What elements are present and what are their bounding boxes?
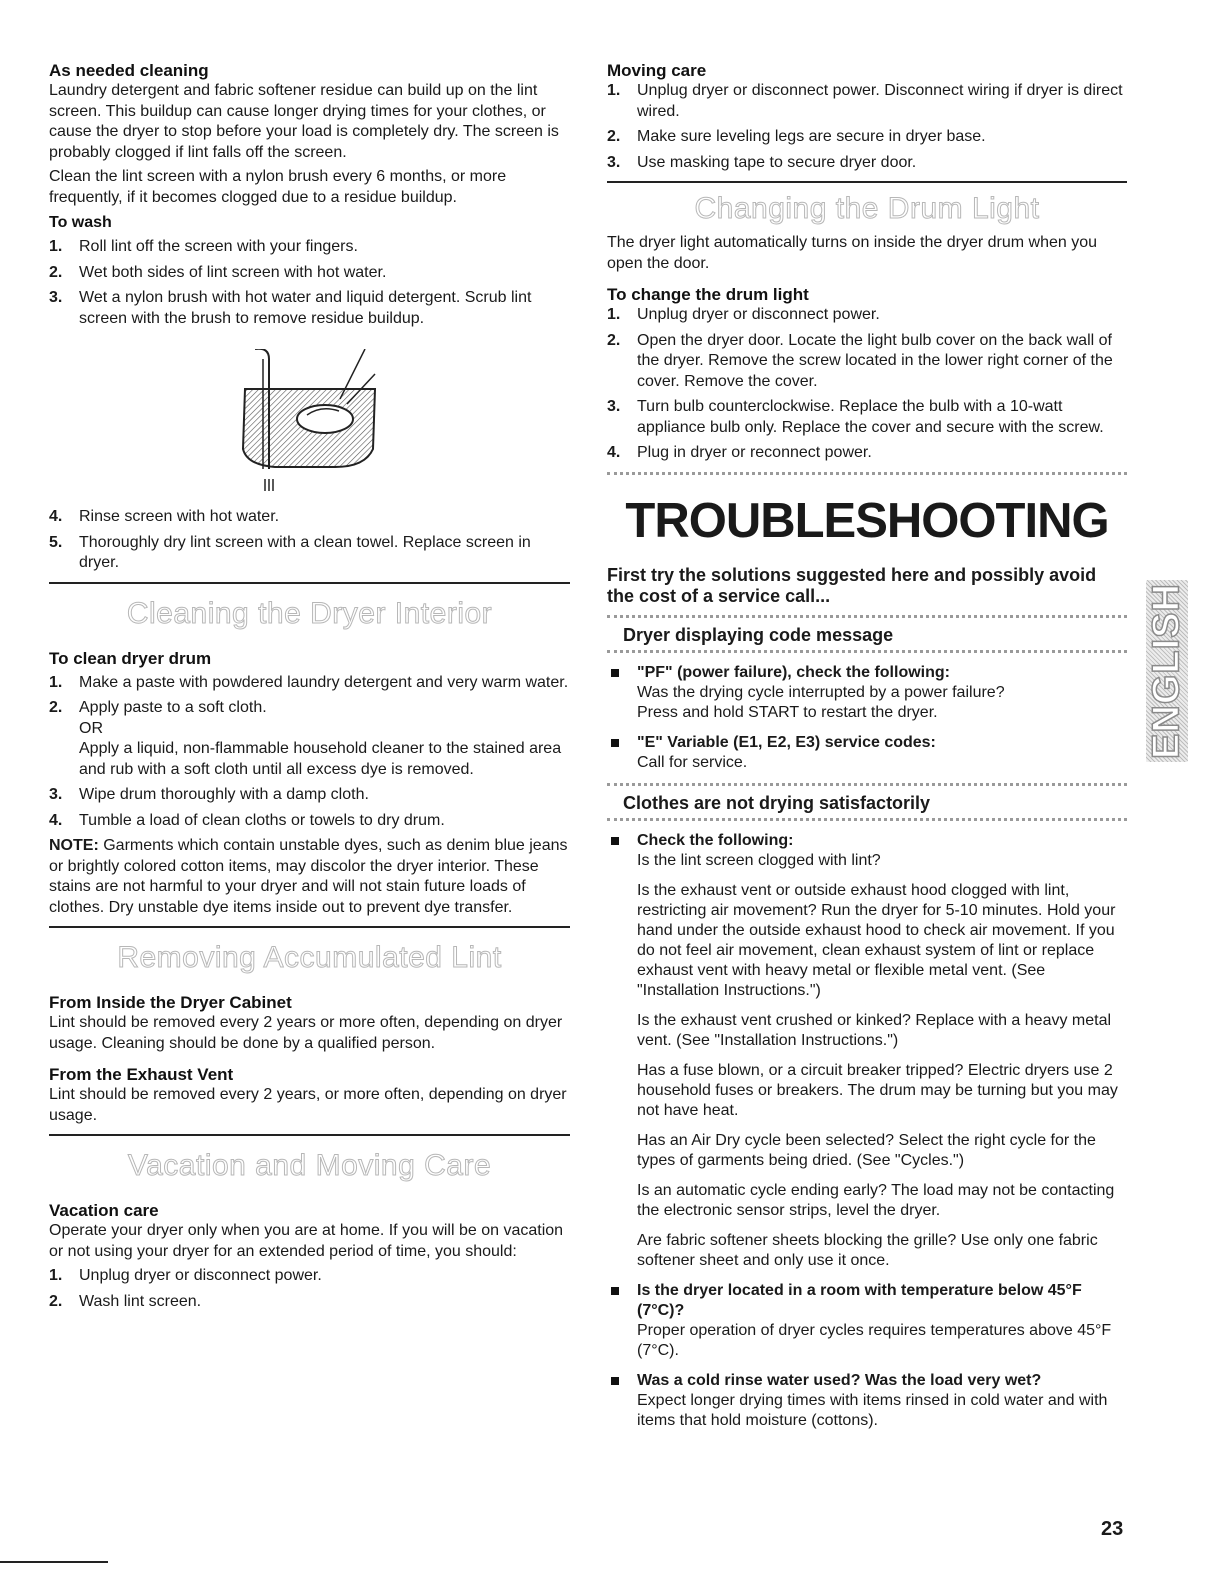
bullet-square-icon [611, 739, 619, 747]
wash-steps-list [49, 237, 570, 329]
bullet-square-icon [611, 1287, 619, 1295]
lint-screen-washing-illustration [225, 349, 395, 499]
list-item: 3. Use masking tape to secure dryer door. [607, 153, 917, 171]
to-wash-heading: To wash [49, 214, 112, 231]
list-item: 1. Unplug dryer or disconnect power. [607, 306, 880, 323]
section-title-drum-light: Changing the Drum Light [694, 192, 1040, 225]
clean-drum-heading: To clean dryer drum [49, 648, 212, 668]
list-item: 3. Turn bulb counterclockwise. Replace the bulb with a 10-watt appliance bulb only. Replace the cover and secure with the screw. [607, 398, 1104, 436]
language-side-tab [1146, 580, 1188, 762]
list-item: 2. Apply paste to a soft cloth. OR Apply a liquid, non-flammable household cleaner to the stained area and rub with a soft cloth until all excess dye is removed. [49, 699, 562, 778]
left-column [49, 60, 570, 1317]
cabinet-heading: From Inside the Dryer Cabinet [49, 993, 292, 1012]
bullet-square-icon [611, 837, 619, 845]
as-needed-heading: As needed cleaning [49, 61, 209, 80]
code-message-list [607, 663, 1127, 773]
list-item: 1. Make a paste with powdered laundry detergent and very warm water. [49, 673, 569, 691]
moving-steps [607, 81, 1127, 173]
language-tab-label: ENGLISH [1145, 583, 1188, 759]
page-number: 23 [1101, 1518, 1124, 1540]
as-needed-para-1: Laundry detergent and fabric softener residue can build up on the lint screen. This buildup can cause longer drying times for your clothes, or cause the dryer to stop before your load is completely dry. The screen is probably clogged if lint falls off the screen. [49, 82, 559, 161]
list-item: 2. Wet both sides of lint screen with hot water. [49, 263, 387, 281]
list-item: Was a cold rinse water used? Was the load very wet? Expect longer drying times with items rinsed in cold water and with items that hold moisture (cottons). [607, 1371, 1127, 1431]
drum-light-steps [607, 305, 1127, 464]
bullet-square-icon [611, 1377, 619, 1385]
list-item: 1. Roll lint off the screen with your fingers. [49, 238, 358, 255]
cabinet-text: Lint should be removed every 2 years or more often, depending on dryer usage. Cleaning should be done by a qualified person. [49, 1014, 563, 1052]
not-drying-list [607, 831, 1127, 1431]
code-message-band: Dryer displaying code message [607, 615, 1127, 653]
moving-care-heading: Moving care [607, 61, 707, 80]
list-item: Check the following: Is the lint screen clogged with lint? Is the exhaust vent or outside exhaust hood clogged with lint, restricting air movement? Run the dryer for 5-10 minutes. Hold your hand under the outside exhaust hood to check air movement. If you do not feel air movement, clean exhaust system of lint or replace exhaust vent with heavy metal or flexible metal vent. (See "Installation Instructions.") Is the exhaust vent crushed or kinked? Replace with a heavy metal vent. (See "Installation Instructions.") Has a fuse blown, or a circuit breaker tripped? Electric dryers use 2 household fuses or breakers. The drum may be turning but you may not have heat. Has an Air Dry cycle been selected? Select the right cycle for the types of garments being dried. (See "Cycles.") Is an automatic cycle ending early? The load may not be contacting the electronic sensor strips, level the dryer. Are fabric softener sheets blocking the grille? Use only one fabric softener sheet and only use it once. [607, 831, 1127, 1271]
bullet-square-icon [611, 669, 619, 677]
list-item: 5. Thoroughly dry lint screen with a clean towel. Replace screen in dryer. [49, 533, 531, 571]
list-item: "E" Variable (E1, E2, E3) service codes: Call for service. [607, 733, 1127, 773]
list-item: 4. Tumble a load of clean cloths or towels to dry drum. [49, 811, 445, 829]
list-item: 3. Wipe drum thoroughly with a damp cloth. [49, 786, 369, 803]
list-item: 1. Unplug dryer or disconnect power. Disconnect wiring if dryer is direct wired. [607, 82, 1123, 120]
list-item: 1. Unplug dryer or disconnect power. [49, 1267, 322, 1284]
section-title-vacation-moving: Vacation and Moving Care [127, 1149, 492, 1182]
list-item: "PF" (power failure), check the following: Was the drying cycle interrupted by a power failure? Press and hold START to restart the dryer. [607, 663, 1127, 723]
exhaust-heading: From the Exhaust Vent [49, 1065, 234, 1084]
not-drying-band: Clothes are not drying satisfactorily [607, 783, 1127, 821]
exhaust-text: Lint should be removed every 2 years, or more often, depending on dryer usage. [49, 1086, 567, 1124]
list-item: 2. Make sure leveling legs are secure in dryer base. [607, 128, 986, 145]
vacation-heading: Vacation care [49, 1201, 159, 1220]
footer-rule [0, 1561, 108, 1563]
troubleshooting-lead: First try the solutions suggested here and possibly avoid the cost of a service call... [607, 564, 1097, 606]
vacation-text: Operate your dryer only when you are at home. If you will be on vacation or not using your dryer for an extended period of time, you should: [49, 1222, 564, 1260]
clean-drum-steps [49, 673, 570, 832]
list-item: 3. Wet a nylon brush with hot water and liquid detergent. Scrub lint screen with the brush to remove residue buildup. [49, 289, 532, 327]
as-needed-para-2: Clean the lint screen with a nylon brush every 6 months, or more frequently, if it becomes clogged due to a residue buildup. [49, 168, 507, 206]
wash-steps-list-continued [49, 507, 570, 574]
section-title-dryer-interior: Cleaning the Dryer Interior [126, 596, 493, 630]
right-column [607, 60, 1127, 1441]
dotted-divider [607, 472, 1127, 479]
list-item: Is the dryer located in a room with temperature below 45°F (7°C)? Proper operation of dryer cycles requires temperatures above 45°F (7°C). [607, 1281, 1127, 1361]
drum-light-intro: The dryer light automatically turns on inside the dryer drum when you open the door. [607, 234, 1098, 272]
dye-note: NOTE: Garments which contain unstable dyes, such as denim blue jeans or brightly colored cotton items, may discolor the dryer interior. These stains are not harmful to your dryer and will not stain future loads of clothes. Dry unstable dye items inside out to prevent dye transfer. [49, 837, 568, 916]
change-drum-light-heading: To change the drum light [607, 285, 809, 304]
list-item: 4. Rinse screen with hot water. [49, 508, 280, 525]
troubleshooting-title: TROUBLESHOOTING [625, 493, 1109, 548]
vacation-steps [49, 1266, 570, 1312]
list-item: 2. Open the dryer door. Locate the light bulb cover on the back wall of the dryer. Remove the screw located in the lower right corner of the cover. Remove the cover. [607, 331, 1113, 390]
list-item: 2. Wash lint screen. [49, 1292, 202, 1310]
list-item: 4. Plug in dryer or reconnect power. [607, 444, 872, 461]
section-title-remove-lint: Removing Accumulated Lint [117, 941, 502, 974]
